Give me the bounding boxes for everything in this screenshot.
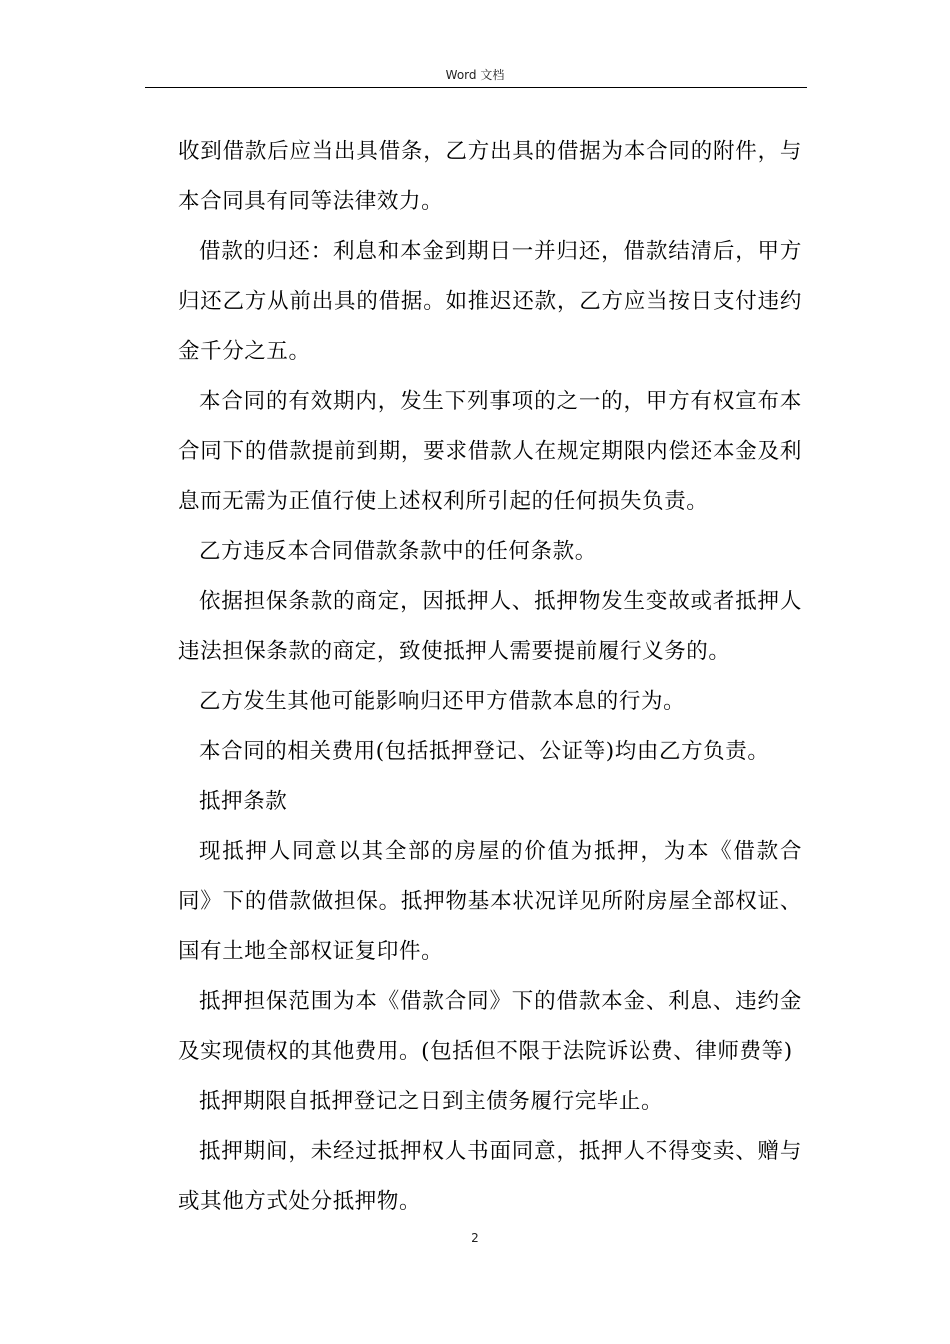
paragraph-10: 抵押担保范围为本《借款合同》下的借款本金、利息、违约金及实现债权的其他费用。(包括但不限于法院诉讼费、律师费等) (178, 989, 802, 1064)
header-divider (145, 87, 807, 88)
paragraph-11: 抵押期限自抵押登记之日到主债务履行完毕止。 (199, 1089, 664, 1114)
document-body (178, 127, 802, 1227)
paragraph-9: 现抵押人同意以其全部的房屋的价值为抵押，为本《借款合同》下的借款做担保。抵押物基本状况详见所附房屋全部权证、国有土地全部权证复印件。 (178, 839, 802, 964)
page-header: Word 文档 (445, 68, 505, 82)
paragraph-2: 借款的归还：利息和本金到期日一并归还，借款结清后，甲方归还乙方从前出具的借据。如推迟还款，乙方应当按日支付违约金千分之五。 (178, 239, 802, 364)
paragraph-7: 本合同的相关费用(包括抵押登记、公证等)均由乙方负责。 (199, 739, 770, 764)
paragraph-1: 收到借款后应当出具借条，乙方出具的借据为本合同的附件，与本合同具有同等法律效力。 (178, 139, 802, 214)
paragraph-6: 乙方发生其他可能影响归还甲方借款本息的行为。 (199, 689, 686, 714)
paragraph-12: 抵押期间，未经过抵押权人书面同意，抵押人不得变卖、赠与或其他方式处分抵押物。 (178, 1139, 802, 1214)
paragraph-5: 依据担保条款的商定，因抵押人、抵押物发生变故或者抵押人违法担保条款的商定，致使抵押人需要提前履行义务的。 (178, 589, 802, 664)
section-heading-mortgage: 抵押条款 (199, 789, 288, 814)
paragraph-4: 乙方违反本合同借款条款中的任何条款。 (199, 539, 597, 564)
page-number: 2 (471, 1231, 479, 1245)
paragraph-3: 本合同的有效期内，发生下列事项的之一的，甲方有权宣布本合同下的借款提前到期，要求借款人在规定期限内偿还本金及利息而无需为正值行使上述权利所引起的任何损失负责。 (178, 389, 802, 514)
